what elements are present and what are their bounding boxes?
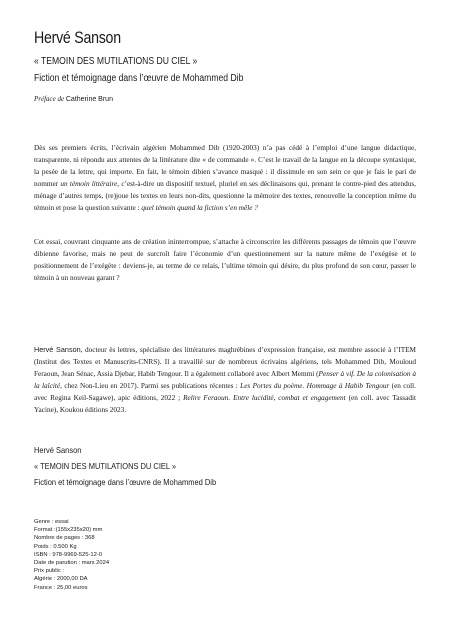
detail-release-date: Date de parution : mars 2024	[34, 560, 110, 567]
author-bio	[34, 344, 416, 417]
summary-paragraph-1	[34, 142, 416, 215]
preface-name: Catherine Brun	[65, 96, 113, 103]
summary-p1-text-a: Dès ses premiers écrits, l’écrivain algérien Mohammed Dib (1920-2003) n’a pas cédé à l’emploi d’une langue didactique, transparente, ni répondu aux attentes de la littérature dite « de commande ». C’est le travail de la langue en la découpe syntaxique, la pesée de la lettre, qui importe. En fait, le témoin dibien s’avance masqué : il dissimule en son sein ce que je fais le pari de nommer	[34, 144, 416, 189]
book-subtitle: Fiction et témoignage dans l’œuvre de Mohammed Dib	[34, 73, 244, 84]
preface-credit	[34, 95, 113, 103]
bio-text-2: , chez Non-Lieu en 2017). Parmi ses publications récentes :	[60, 382, 241, 391]
bio-work-3: Relire Feraoun. Entre lucidité, combat et engagement	[183, 394, 346, 403]
bio-text-1: , docteur ès lettres, spécialiste des littératures maghrébines d’expression française, est membre associé à l’ITEM (Institut des Textes et Manuscrits-CNRS). Il a travaillé sur de nombreux écrivains algériens, tels Mohammed Dib, Mouloud Feraoun, Jean Sénac, Assia Djebar, Habib Tengour. Il a également collaboré avec Albert Memmi (	[34, 346, 416, 379]
detail-price-algeria: Algérie : 2000,00 DA	[34, 576, 88, 583]
detail-genre: Genre : essai	[34, 519, 69, 525]
detail-weight: Poids : 0.500 Kg	[34, 543, 77, 550]
summary-p1-emphasis-b: quel témoin quand la fiction s’en mêle ?	[141, 204, 258, 213]
book-title: « TEMOIN DES MUTILATIONS DU CIEL »	[34, 56, 198, 67]
fiche-title: « TEMOIN DES MUTILATIONS DU CIEL »	[34, 461, 177, 471]
fiche-author: Hervé Sanson	[34, 445, 82, 455]
summary-paragraph-2: Cet essai, couvrant cinquante ans de création ininterrompue, s’attache à circonscrire les différents passages de témoin que l’œuvre dibienne favorise, mais ne peut de surcroît faire l’économie d’un questionnement sur la nature même de l’exégèse et le positionnement de l’exégète : deviens-je, au terme de ce relais, l’ultime témoin qui désire, du plus profond de son cœur, passer le témoin à un nouveau garant ?	[34, 238, 416, 283]
detail-isbn: ISBN : 978-9969-525-12-0	[34, 551, 102, 558]
bio-author-name: Hervé Sanson	[34, 345, 81, 354]
fiche-subtitle: Fiction et témoignage dans l’œuvre de Mohammed Dib	[34, 477, 217, 487]
book-fiche	[34, 445, 241, 493]
author-name: Hervé Sanson	[34, 29, 121, 47]
detail-price-france: France : 25,00 euros	[34, 584, 88, 591]
bio-text-4: (en coll. avec Tassadit Yacine), Koukou éditions 2023.	[34, 394, 416, 415]
summary-p1-text-b: , c’est-à-dire un dispositif textuel, pluriel en ses déclinaisons qui, prenant le contre-pied des attendus, ménage d’autres temps, (re)joue les textes en leurs non-dits, questionne la mémoire des textes, renouvelle la conception même du témoin et pose la question suivante :	[34, 180, 416, 213]
summary-p1-emphasis-a: un témoin littéraire	[60, 180, 118, 189]
bio-work-1: Penser à vif. De la colonisation à la laïcité	[34, 370, 416, 391]
preface-label: Préface de	[34, 95, 65, 103]
detail-pages: Nombre de pages : 368	[34, 535, 95, 542]
detail-format: Format :(155x235x20) mm	[34, 527, 103, 534]
book-details-list	[34, 518, 109, 592]
bio-work-2: Les Portes du poème. Hommage à Habib Tengour	[240, 382, 390, 391]
detail-price-label: Prix public :	[34, 568, 64, 575]
bio-text-3: (en coll. avec Regina Keil-Sagawe), apic éditions, 2022 ;	[34, 382, 416, 403]
